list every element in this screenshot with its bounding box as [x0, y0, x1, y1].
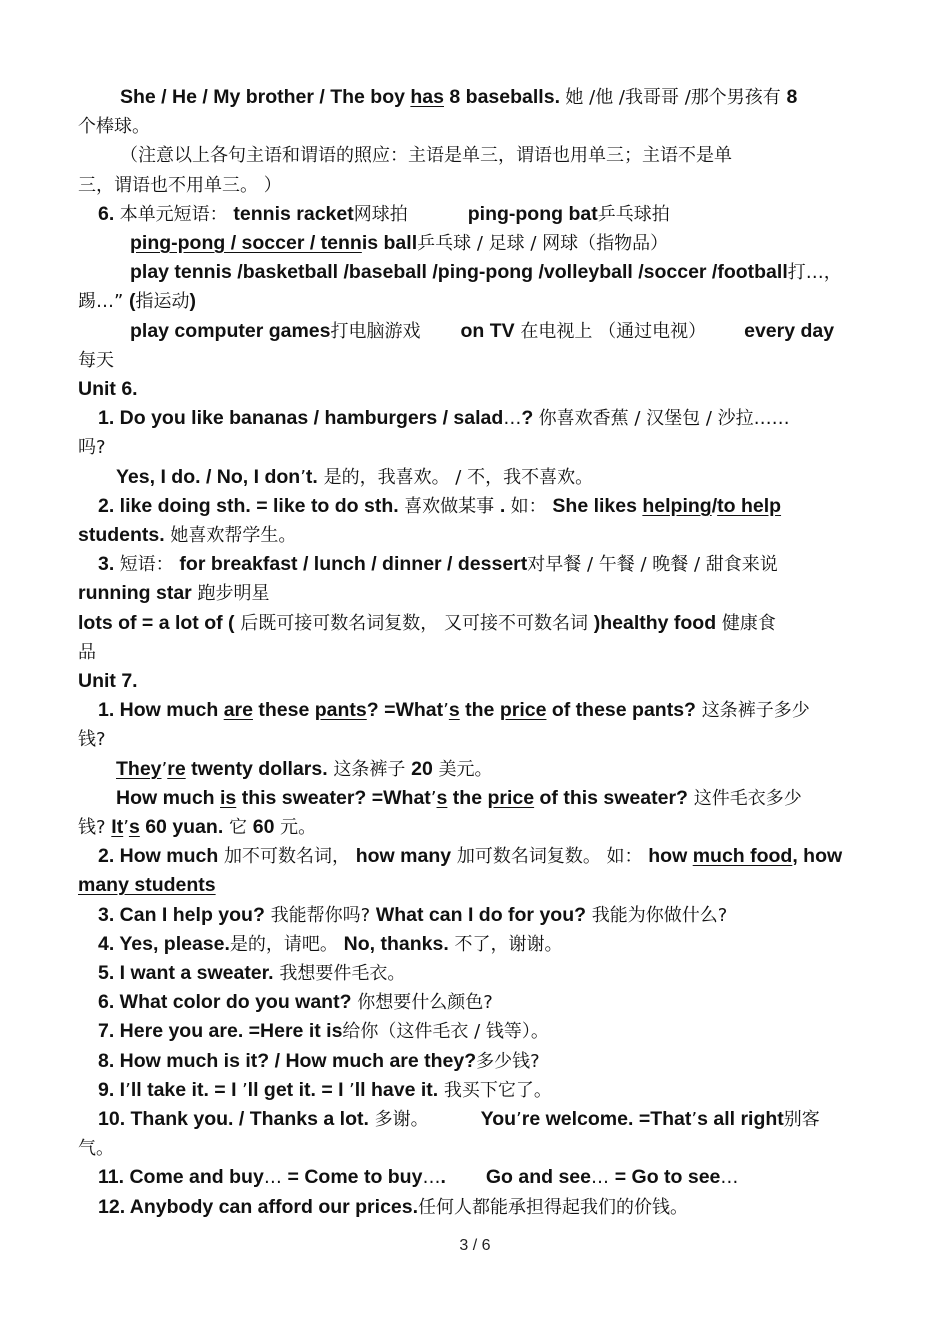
text-line — [78, 1163, 898, 1192]
chinese-text: 指运动 — [135, 291, 190, 312]
english-text: ? — [521, 407, 539, 429]
english-text: ) — [189, 290, 197, 312]
chinese-text: 气。 — [78, 1138, 114, 1159]
english-text: many students — [78, 874, 216, 896]
english-text: this sweater? =What — [236, 787, 431, 809]
english-text: Yes, I do. / No, I don — [116, 466, 301, 488]
english-text: s all right — [697, 1108, 784, 1130]
underlined-text — [437, 788, 448, 809]
chinese-text: 我买下它了。 — [438, 1080, 552, 1101]
underlined-text — [717, 496, 781, 517]
chinese-text: … — [503, 408, 522, 429]
text-line — [78, 463, 916, 492]
english-text: )healthy food — [593, 612, 717, 634]
english-text: t. — [305, 466, 318, 488]
chinese-text: 每天 — [78, 350, 114, 371]
english-text: much food — [692, 845, 793, 867]
chinese-text: ’ — [691, 1109, 698, 1130]
english-text: . — [499, 495, 511, 517]
text-line — [78, 521, 878, 550]
text-line — [78, 1105, 898, 1134]
english-text: You — [480, 1108, 517, 1130]
english-text: s — [436, 787, 448, 809]
english-text: s — [448, 699, 460, 721]
underlined-text — [220, 788, 236, 809]
chinese-text: ’ — [161, 759, 168, 780]
underlined-text — [410, 87, 444, 108]
english-text: ll have it. — [354, 1079, 439, 1101]
underlined-text — [315, 700, 367, 721]
english-text: = Come to buy — [287, 1166, 423, 1188]
chinese-text: 元。 — [274, 817, 317, 838]
chinese-text: 钱? — [78, 817, 112, 838]
english-text: Unit 6. — [78, 378, 138, 400]
english-text: to help — [717, 495, 782, 517]
english-text: the — [459, 699, 500, 721]
english-text: She likes — [552, 495, 643, 517]
chinese-text: … — [591, 1167, 615, 1188]
underlined-text — [78, 875, 216, 896]
chinese-text: 加可数名词复数。 如： — [451, 846, 649, 867]
english-text: What can I do for you? — [375, 904, 587, 926]
english-text: s — [128, 816, 140, 838]
chinese-text: 三，谓语也不用单三。 ） — [78, 175, 282, 196]
english-text: They — [116, 758, 162, 780]
english-text: ? =What — [366, 699, 444, 721]
chinese-text: 在电视上 （通过电视） — [514, 321, 707, 342]
english-text: price — [499, 699, 547, 721]
chinese-text: 品 — [78, 642, 96, 663]
text-line — [78, 988, 898, 1017]
chinese-text: 我能为你做什么? — [586, 905, 728, 926]
chinese-text: 跑步明星 — [191, 583, 270, 604]
english-text: how many — [355, 845, 452, 867]
english-text: 6. — [98, 203, 120, 225]
english-text: 3. — [98, 553, 120, 575]
english-text: . — [440, 1166, 446, 1188]
english-text: 10. Thank you. / Thanks a lot. — [98, 1108, 369, 1130]
text-line — [78, 638, 878, 667]
text-line — [78, 784, 916, 813]
chinese-text: 乒乓球 / 足球 / 网球（指物品） — [417, 233, 669, 254]
chinese-text: 多少钱? — [476, 1051, 540, 1072]
english-text: 1. How much — [98, 699, 224, 721]
english-text: 2. like doing sth. = like to do sth. — [98, 495, 405, 517]
english-text: Go and see — [485, 1166, 591, 1188]
chinese-text: 这条裤子多少 — [695, 700, 810, 721]
chinese-text: 个棒球。 — [78, 116, 150, 137]
english-text: ll get it. = I — [247, 1079, 349, 1101]
chinese-text: ’ — [443, 700, 449, 721]
english-text: / — [711, 495, 718, 517]
english-text: re — [167, 758, 186, 780]
english-text: 6. What color do you want? — [98, 991, 352, 1013]
chinese-text: ’ — [348, 1080, 355, 1101]
text-line — [78, 317, 930, 346]
chinese-text: 后既可接可数名词复数， 又可接不可数名词 — [234, 613, 594, 634]
english-text: Unit 7. — [78, 670, 138, 692]
chinese-text: 这条裤子 — [327, 759, 412, 780]
english-text: re welcome. =That — [521, 1108, 692, 1130]
chinese-text: ’ — [516, 1109, 522, 1130]
chinese-text: 打…， — [787, 262, 842, 283]
text-line — [78, 550, 898, 579]
english-text: ll take it. = I — [130, 1079, 242, 1101]
english-text: 11. Come and buy — [98, 1166, 264, 1188]
chinese-text: 她 /他 /我哥哥 /那个男孩有 — [565, 87, 787, 108]
chinese-text: 乒乓球拍 — [597, 204, 670, 225]
text-line — [78, 813, 878, 842]
english-text: twenty dollars. — [185, 758, 328, 780]
chinese-text: 是的，请吧。 — [229, 934, 344, 955]
text-line — [78, 667, 878, 696]
text-line — [78, 492, 898, 521]
text-line — [78, 871, 878, 900]
english-text: 5. I want a sweater. — [98, 962, 274, 984]
english-text: 20 — [411, 758, 433, 780]
chinese-text: ’ — [125, 1080, 131, 1101]
english-text: No, thanks. — [343, 933, 449, 955]
text-line — [78, 725, 878, 754]
underlined-text — [111, 817, 123, 838]
english-text: has — [410, 86, 444, 108]
chinese-text: 别客 — [783, 1109, 820, 1130]
english-text: ( — [129, 290, 136, 312]
underlined-text — [642, 496, 711, 517]
english-text: price — [487, 787, 535, 809]
chinese-text: … — [720, 1167, 739, 1188]
english-text: ping-pong / soccer / tenn — [130, 232, 362, 254]
english-text: lots of = a lot of ( — [78, 612, 235, 634]
underlined-text — [693, 846, 793, 867]
english-text: the — [447, 787, 488, 809]
chinese-text: 本单元短语： — [119, 204, 234, 225]
chinese-text: ’ — [241, 1080, 248, 1101]
text-line — [78, 287, 878, 316]
english-text: 60 yuan. — [139, 816, 224, 838]
english-text: tennis racket — [233, 203, 354, 225]
chinese-text: ’ — [300, 467, 306, 488]
text-line — [78, 200, 898, 229]
chinese-text: 你想要什么颜色? — [351, 992, 493, 1013]
chinese-text: 喜欢做某事 — [404, 496, 500, 517]
english-text: of this sweater? — [534, 787, 688, 809]
english-text: She / He / My brother / The boy — [120, 86, 411, 108]
english-text: students. — [78, 524, 165, 546]
english-text: play tennis /basketball /baseball /ping-pong /volleyball /soccer /football — [130, 261, 788, 283]
chinese-text: 我能帮你吗? — [264, 905, 376, 926]
text-line — [78, 141, 920, 170]
chinese-text: 钱? — [78, 729, 106, 750]
english-text: How much — [116, 787, 221, 809]
chinese-text: 如： — [510, 496, 553, 517]
english-text: pants? — [632, 699, 696, 721]
text-line — [78, 346, 878, 375]
text-line — [78, 83, 920, 112]
chinese-text: 踢…” — [78, 291, 130, 312]
chinese-text: 健康食 — [716, 613, 776, 634]
underlined-text — [116, 759, 162, 780]
text-line — [78, 842, 898, 871]
english-text: 1. Do you like bananas / hamburgers / salad — [98, 407, 504, 429]
chinese-text: 不了，谢谢。 — [448, 934, 563, 955]
chinese-text: 短语： — [119, 554, 180, 575]
text-line — [78, 1047, 898, 1076]
chinese-text: 任何人都能承担得起我们的价钱。 — [418, 1197, 689, 1218]
text-line — [78, 229, 930, 258]
text-line — [78, 579, 878, 608]
text-line — [78, 959, 898, 988]
chinese-text: 这件毛衣多少 — [687, 788, 802, 809]
page-number: 3 / 6 — [459, 1237, 491, 1254]
english-text: 7. Here you are. =Here it is — [98, 1020, 343, 1042]
chinese-text: 我想要件毛衣。 — [273, 963, 406, 984]
english-text: 3. Can I help you? — [98, 904, 265, 926]
english-text: is ball — [361, 232, 418, 254]
english-text: , how — [792, 845, 843, 867]
english-text: is — [220, 787, 237, 809]
text-line — [78, 258, 930, 287]
english-text: play computer games — [130, 320, 331, 342]
chinese-text: （注意以上各句主语和谓语的照应：主语是单三，谓语也用单三；主语不是单 — [120, 145, 732, 166]
english-text: 60 — [252, 816, 275, 838]
english-text: running star — [78, 582, 192, 604]
text-line — [78, 171, 878, 200]
english-text: 12. Anybody can afford our prices. — [98, 1196, 419, 1218]
english-text: = Go to see — [614, 1166, 721, 1188]
chinese-text: 给你（这件毛衣 / 钱等）。 — [342, 1021, 549, 1042]
chinese-text: 你喜欢香蕉 / 汉堡包 / 沙拉…… — [538, 408, 790, 429]
english-text: 8. How much is it? / How much are they? — [98, 1050, 477, 1072]
text-line — [78, 112, 878, 141]
chinese-text: 美元。 — [432, 759, 493, 780]
english-text: pants — [314, 699, 367, 721]
chinese-text: 吗? — [78, 437, 106, 458]
chinese-text: 打电脑游戏 — [330, 321, 421, 342]
english-text: 4. Yes, please. — [98, 933, 230, 955]
chinese-text: ’ — [430, 788, 437, 809]
english-text: It — [111, 816, 124, 838]
chinese-text: 多谢。 — [368, 1109, 429, 1130]
text-line — [78, 930, 898, 959]
chinese-text: 是的，我喜欢。 / 不，我不喜欢。 — [317, 467, 594, 488]
text-line — [78, 901, 898, 930]
text-line — [78, 1076, 898, 1105]
english-text: every day — [744, 320, 835, 342]
chinese-text: 它 — [223, 817, 253, 838]
english-text: how — [648, 845, 693, 867]
text-line — [78, 1017, 898, 1046]
underlined-text — [449, 700, 460, 721]
underlined-text — [500, 700, 547, 721]
english-text: 8 baseballs. — [444, 86, 566, 108]
chinese-text: 加不可数名词， — [218, 846, 356, 867]
chinese-text: 对早餐 / 午餐 / 晚餐 / 甜食来说 — [527, 554, 778, 575]
english-text: ping-pong bat — [467, 203, 598, 225]
text-line — [78, 1193, 898, 1222]
chinese-text: … — [263, 1167, 288, 1188]
text-line — [78, 404, 898, 433]
text-line — [78, 696, 898, 725]
english-text: 9. I — [98, 1079, 126, 1101]
text-line — [78, 755, 916, 784]
text-line — [78, 375, 878, 404]
chinese-text: ’ — [123, 817, 129, 838]
english-text: of these — [546, 699, 633, 721]
chinese-text: … — [422, 1167, 441, 1188]
english-text: 2. How much — [98, 845, 219, 867]
english-text: helping — [642, 495, 712, 517]
english-text: 8 — [786, 86, 798, 108]
underlined-text — [130, 233, 362, 254]
underlined-text — [224, 700, 253, 721]
english-text: these — [252, 699, 315, 721]
english-text: on TV — [460, 320, 515, 342]
english-text: are — [223, 699, 253, 721]
chinese-text: 网球拍 — [353, 204, 408, 225]
text-line — [78, 1134, 878, 1163]
text-line — [78, 433, 878, 462]
text-line — [78, 609, 878, 638]
underlined-text — [167, 759, 185, 780]
underlined-text — [129, 817, 140, 838]
chinese-text: 她喜欢帮学生。 — [164, 525, 297, 546]
underlined-text — [487, 788, 534, 809]
english-text: for breakfast / lunch / dinner / dessert — [179, 553, 528, 575]
